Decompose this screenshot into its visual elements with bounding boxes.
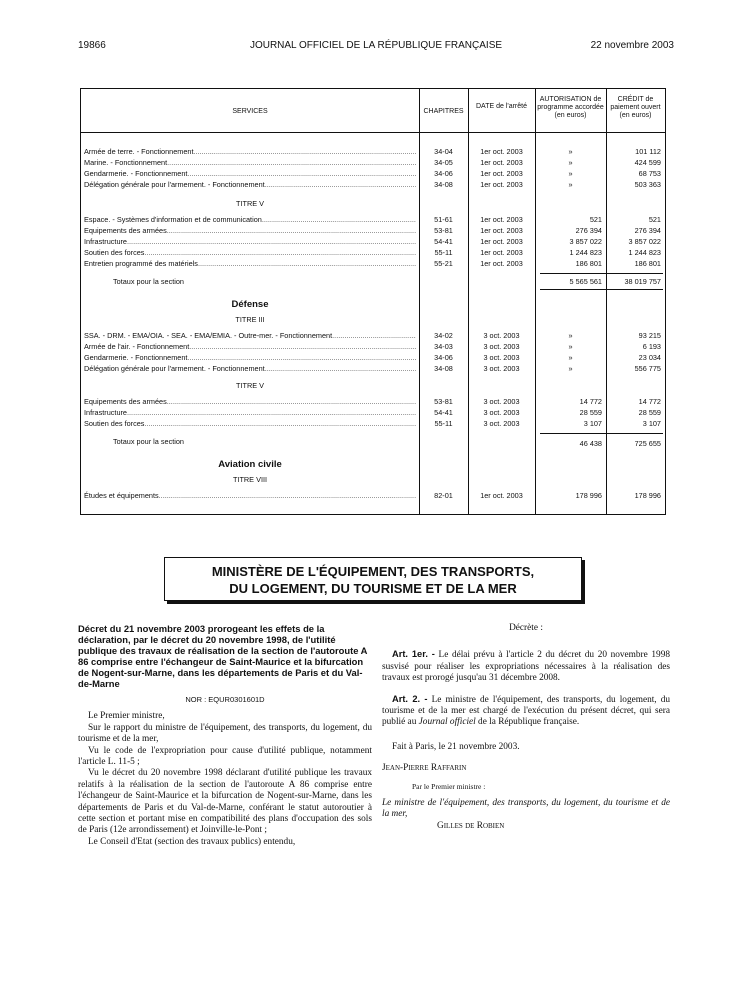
row-label: Armée de l'air. - Fonctionnement .....: [84, 342, 416, 352]
row-date: 1er oct. 2003: [480, 180, 523, 189]
table-row: [81, 215, 665, 225]
row-autorisation: 14 772: [579, 397, 602, 406]
row-chapitre: 82-01: [434, 491, 453, 500]
titre-viii: TITRE VIII: [232, 475, 268, 484]
row-autorisation: 3 107: [583, 419, 602, 428]
row-label: Armée de terre. - Fonctionnement .....: [84, 147, 416, 157]
row-autorisation: »: [568, 180, 573, 189]
fait-a-paris: Fait à Paris, le 21 novembre 2003.: [392, 741, 520, 752]
row-date: 3 oct. 2003: [483, 397, 520, 406]
table-row: [81, 331, 665, 341]
row-credit: 6 193: [642, 342, 661, 351]
minister-name: Gilles de Robien: [437, 820, 505, 831]
row-label: Gendarmerie. - Fonctionnement .....: [84, 169, 416, 179]
row-label: Études et équipements .....: [84, 491, 416, 501]
table-row: [81, 364, 665, 374]
row-label: Entretien programmé des matériels .....: [84, 259, 416, 269]
table-row: [81, 342, 665, 352]
section-aviation: Aviation civile: [218, 459, 282, 470]
row-chapitre: 51-61: [434, 215, 453, 224]
row-autorisation: »: [568, 158, 573, 167]
row-label: Marine. - Fonctionnement .....: [84, 158, 416, 168]
table-row: [81, 180, 665, 190]
row-chapitre: 34-06: [434, 169, 453, 178]
article-2-journal: Journal officiel: [418, 717, 476, 728]
row-chapitre: 34-08: [434, 180, 453, 189]
row-autorisation: 178 996: [575, 491, 602, 500]
row-autorisation: »: [568, 331, 573, 340]
totaux-auth-1: 5 565 561: [569, 277, 602, 286]
article-2: [382, 694, 670, 729]
article-1: [382, 649, 670, 684]
row-date: 3 oct. 2003: [483, 408, 520, 417]
ministry-line-2: DU LOGEMENT, DU TOURISME ET DE LA MER: [229, 581, 517, 596]
row-credit: 1 244 823: [628, 248, 661, 257]
header-autorisation: AUTORISATION de programme accordée (en euros): [537, 96, 604, 119]
row-credit: 14 772: [638, 397, 661, 406]
row-autorisation: 28 559: [579, 408, 602, 417]
totaux-cred-1: 38 019 757: [624, 277, 661, 286]
row-date: 3 oct. 2003: [483, 331, 520, 340]
par-le-premier-ministre: Par le Premier ministre :: [412, 781, 486, 791]
section-defense: Défense: [231, 299, 269, 310]
table-row: [81, 408, 665, 418]
article-2-label: Art. 2. -: [392, 693, 428, 704]
header-date: DATE de l'arrêté: [475, 103, 527, 110]
table-row: [81, 147, 665, 157]
row-date: 3 oct. 2003: [483, 364, 520, 373]
row-chapitre: 55-21: [434, 259, 453, 268]
ministry-line-1: MINISTÈRE DE L'ÉQUIPEMENT, DES TRANSPORTS,: [211, 564, 535, 579]
table-row: [81, 248, 665, 258]
totaux-cred-2: 725 655: [634, 439, 661, 448]
row-credit: 178 996: [634, 491, 661, 500]
table-row: [81, 169, 665, 179]
header-credit: CRÉDIT de paiement ouvert (en euros): [610, 96, 661, 119]
row-label: Soutien des forces .....: [84, 248, 416, 258]
row-date: 1er oct. 2003: [480, 169, 523, 178]
table-row: [81, 237, 665, 247]
visa-2: Sur le rapport du ministre de l'équipement, des transports, du logement, du tourisme et de la mer,: [78, 722, 372, 745]
decree-title: Décret du 21 novembre 2003 prorogeant les effets de la déclaration, par le décret du 20 novembre 1998, de l'utilité publique des travaux de réalisation de la section de l'autoroute A 86 comprise entre l'échangeur de Saint-Maurice et la bifurcation de Nogent-sur-Marne, dans les départements de Paris et du Val-de-Marne: [78, 623, 368, 689]
row-autorisation: 521: [589, 215, 602, 224]
row-credit: 186 801: [634, 259, 661, 268]
row-autorisation: »: [568, 169, 573, 178]
table-row: [81, 419, 665, 429]
row-credit: 521: [648, 215, 661, 224]
row-date: 1er oct. 2003: [480, 147, 523, 156]
journal-title: JOURNAL OFFICIEL DE LA RÉPUBLIQUE FRANÇAISE: [249, 40, 503, 51]
row-date: 1er oct. 2003: [480, 237, 523, 246]
article-2-text-before: Le ministre de l'équipement, des transports, du logement, du tourisme et de la mer est chargé de l'exécution du présent décret, qui sera publié au: [382, 694, 670, 728]
row-date: 1er oct. 2003: [480, 226, 523, 235]
visa-5: Le Conseil d'Etat (section des travaux publics) entendu,: [88, 836, 296, 847]
row-autorisation: 186 801: [575, 259, 602, 268]
row-date: 3 oct. 2003: [483, 353, 520, 362]
row-credit: 28 559: [638, 408, 661, 417]
row-credit: 503 363: [634, 180, 661, 189]
article-1-label: Art. 1er. -: [392, 649, 435, 660]
row-date: 1er oct. 2003: [480, 491, 523, 500]
titre-iii: TITRE III: [235, 315, 265, 324]
row-credit: 3 107: [642, 419, 661, 428]
visa-4: Vu le décret du 20 novembre 1998 déclarant d'utilité publique les travaux relatifs à la réalisation de la section de l'autoroute A 86 comprise entre l'échangeur de Saint-Maurice et la bifurcation de Nogent-sur-Marne, dans les départements de Paris et du Val-de-Marne, conférant le statut autoroutier à cette section et portant mise en compatibilité des plans d'occupation des sols de Paris (12e arrondissement) et Joinville-le-Pont ;: [78, 768, 372, 836]
row-credit: 556 775: [634, 364, 661, 373]
row-chapitre: 55-11: [434, 248, 453, 257]
row-date: 3 oct. 2003: [483, 419, 520, 428]
table-row: [81, 259, 665, 269]
row-chapitre: 54-41: [434, 237, 453, 246]
row-label: Soutien des forces .....: [84, 419, 416, 429]
table-row: [81, 226, 665, 236]
row-date: 1er oct. 2003: [480, 215, 523, 224]
row-label: Espace. - Systèmes d'information et de communication .....: [84, 215, 416, 225]
table-row: [81, 353, 665, 363]
row-chapitre: 34-06: [434, 353, 453, 362]
article-2-text-after: de la République française.: [475, 717, 580, 728]
row-label: Délégation générale pour l'armement. - Fonctionnement .....: [84, 180, 416, 190]
row-chapitre: 54-41: [434, 408, 453, 417]
row-label: Equipements des armées .....: [84, 397, 416, 407]
row-label: Gendarmerie. - Fonctionnement .....: [84, 353, 416, 363]
row-chapitre: 53-81: [434, 397, 453, 406]
table-row: [81, 397, 665, 407]
decree-right-column: [382, 623, 670, 832]
titre-v-1: TITRE V: [236, 199, 264, 208]
row-credit: 101 112: [635, 147, 661, 156]
decrete: Décrète :: [509, 623, 543, 633]
row-date: 1er oct. 2003: [480, 158, 523, 167]
row-chapitre: 53-81: [434, 226, 453, 235]
row-date: 3 oct. 2003: [483, 342, 520, 351]
table-row: [81, 158, 665, 168]
row-chapitre: 34-03: [434, 342, 453, 351]
row-chapitre: 34-05: [434, 158, 453, 167]
row-date: 1er oct. 2003: [480, 248, 523, 257]
row-autorisation: »: [568, 353, 573, 362]
row-credit: 3 857 022: [628, 237, 661, 246]
row-autorisation: 3 857 022: [569, 237, 602, 246]
decree-left-column: [78, 623, 372, 848]
row-credit: 23 034: [638, 353, 661, 362]
row-label: Infrastructure .....: [84, 408, 416, 418]
header-services: SERVICES: [232, 108, 268, 115]
row-label: SSA. - DRM. - EMA/OIA. - SEA. - EMA/EMIA. - Outre-mer. - Fonctionnement .....: [84, 331, 416, 341]
row-credit: 68 753: [638, 169, 661, 178]
page-number: 19866: [78, 40, 106, 51]
row-label: Equipements des armées .....: [84, 226, 416, 236]
row-chapitre: 55-11: [434, 419, 453, 428]
totaux-label-1: Totaux pour la section: [113, 277, 184, 286]
row-date: 1er oct. 2003: [480, 259, 523, 268]
row-label: Infrastructure .....: [84, 237, 416, 247]
visa-3: Vu le code de l'expropriation pour cause d'utilité publique, notamment l'article L. 11-5 ;: [78, 745, 372, 768]
row-chapitre: 34-02: [434, 331, 453, 340]
titre-v-2: TITRE V: [236, 381, 264, 390]
minister-role: Le ministre de l'équipement, des transports, du logement, du tourisme et de la mer,: [382, 798, 670, 820]
row-credit: 93 215: [638, 331, 661, 340]
row-autorisation: 276 394: [575, 226, 602, 235]
totaux-label-2: Totaux pour la section: [113, 437, 184, 446]
credits-table: [80, 88, 666, 515]
nor-reference: NOR : EQUR0301601D: [185, 695, 265, 704]
visa-1: Le Premier ministre,: [88, 711, 165, 722]
page-header: [78, 40, 674, 54]
row-autorisation: »: [568, 147, 573, 156]
row-credit: 276 394: [634, 226, 661, 235]
row-autorisation: »: [568, 364, 573, 373]
row-chapitre: 34-08: [434, 364, 453, 373]
issue-date: 22 novembre 2003: [590, 40, 674, 51]
article-1-text: Le délai prévu à l'article 2 du décret du 20 novembre 1998 susvisé pour réaliser les expropriations nécessaires à la réalisation des travaux est prorogé jusqu'au 31 décembre 2008.: [382, 650, 670, 684]
signature-pm: Jean-Pierre Raffarin: [382, 763, 467, 774]
header-chapitres: CHAPITRES: [423, 108, 464, 115]
row-chapitre: 34-04: [434, 147, 453, 156]
ministry-heading: [164, 557, 582, 601]
row-label: Délégation générale pour l'armement. - Fonctionnement .....: [84, 364, 416, 374]
row-credit: 424 599: [634, 158, 661, 167]
totaux-auth-2: 46 438: [579, 439, 602, 448]
row-autorisation: 1 244 823: [569, 248, 602, 257]
row-autorisation: »: [568, 342, 573, 351]
table-row: [81, 491, 665, 501]
